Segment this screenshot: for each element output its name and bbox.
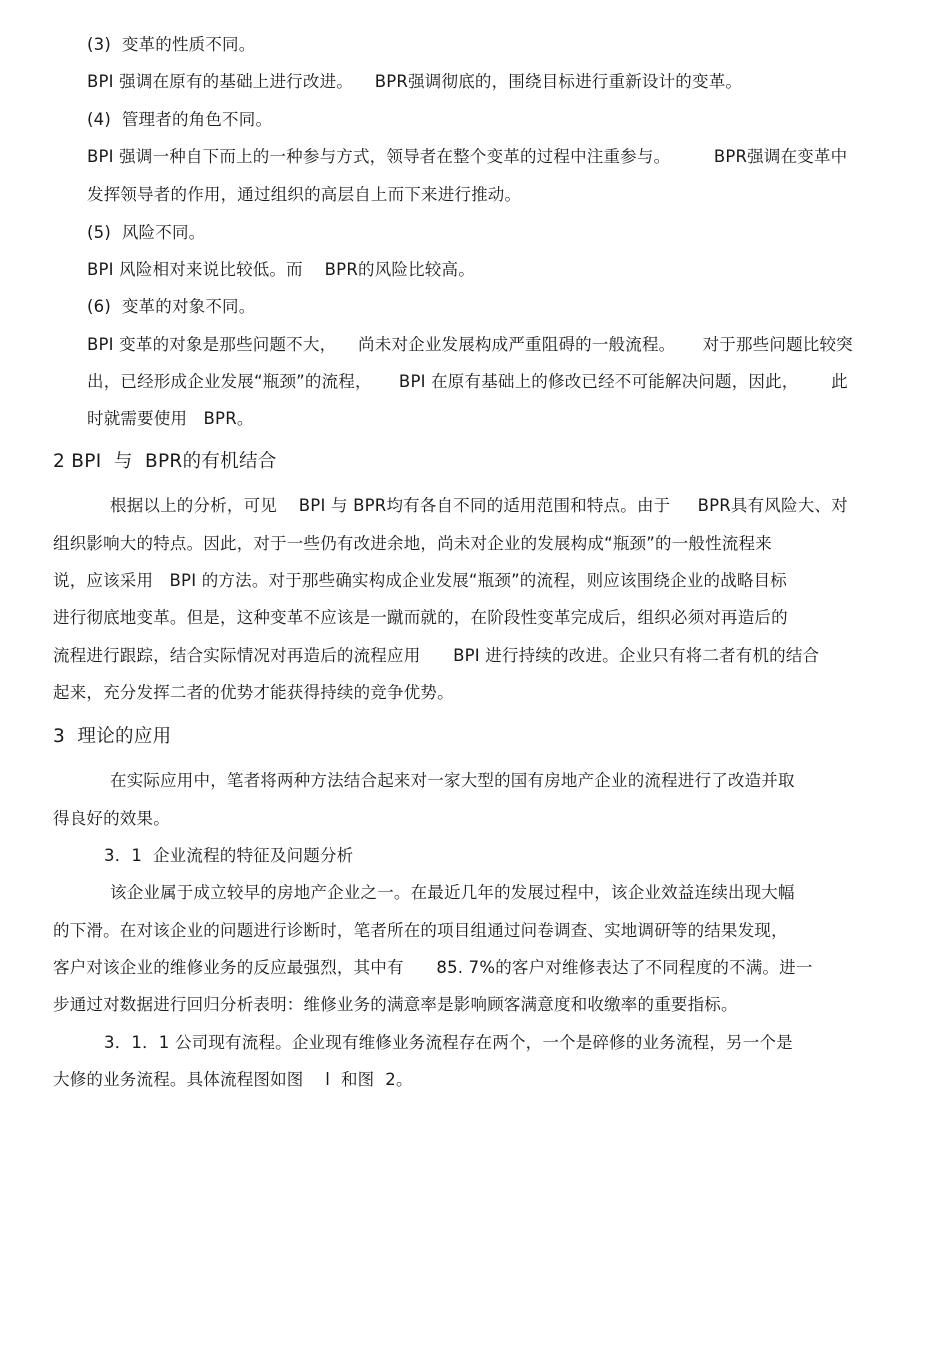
text-line: 的下滑。在对该企业的问题进行诊断时，笔者所在的项目组通过问卷调查、实地调研等的结果发现， (53, 921, 788, 940)
text-line: 进行彻底地变革。但是，这种变革不应该是一蹴而就的，在阶段性变革完成后，组织必须对再造后的 (53, 608, 788, 627)
section-heading-3: 3 理论的应用 (53, 726, 172, 747)
text-line: 流程进行跟踪，结合实际情况对再造后的流程应用 BPI 进行持续的改进。企业只有将二者有机的结合 (53, 646, 820, 665)
text-line: 起来，充分发挥二者的优势才能获得持续的竞争优势。 (53, 683, 454, 702)
text-line: 在实际应用中，笔者将两种方法结合起来对一家大型的国有房地产企业的流程进行了改造并取 (110, 771, 795, 790)
text-line: 客户对该企业的维修业务的反应最强烈，其中有 85. 7%的客户对维修表达了不同程度的不满。进一 (53, 958, 813, 977)
subsection-heading-3-1: 3．1 企业流程的特征及问题分析 (104, 846, 354, 865)
text-line: 大修的业务流程。具体流程图如图 l 和图 2。 (53, 1070, 413, 1089)
text-line: 发挥领导者的作用，通过组织的高层自上而下来进行推动。 (87, 185, 522, 204)
text-line: 3．1．1 公司现有流程。企业现有维修业务流程存在两个，一个是碎修的业务流程，另一个是 (104, 1033, 793, 1052)
text-line: 得良好的效果。 (53, 809, 170, 828)
text-line: 根据以上的分析，可见 BPI 与 BPR均有各自不同的适用范围和特点。由于 BPR具有风险大、对 (110, 496, 848, 515)
subheading-3-nature: (3) 变革的性质不同。 (87, 35, 256, 54)
subheading-6-object: (6) 变革的对象不同。 (87, 297, 256, 316)
subheading-4-manager-role: (4) 管理者的角色不同。 (87, 110, 273, 129)
text-line: BPI 变革的对象是那些问题不大， 尚未对企业发展构成严重阻碍的一般流程。 对于那些问题比较突 (87, 335, 853, 354)
text-line: BPI 强调一种自下而上的一种参与方式，领导者在整个变革的过程中注重参与。 BPR强调在变革中 (87, 147, 848, 166)
text-line: 步通过对数据进行回归分析表明：维修业务的满意率是影响顾客满意度和收缴率的重要指标。 (53, 995, 738, 1014)
text-line: 出，已经形成企业发展“瓶颈”的流程， BPI 在原有基础上的修改已经不可能解决问题，因此， 此 (87, 372, 848, 391)
text-line: 时就需要使用 BPR。 (87, 409, 254, 428)
subheading-5-risk: (5) 风险不同。 (87, 223, 206, 242)
text-line: 该企业属于成立较早的房地产企业之一。在最近几年的发展过程中，该企业效益连续出现大幅 (110, 883, 795, 902)
section-heading-2: 2 BPI 与 BPR的有机结合 (53, 451, 277, 472)
text-line: 说，应该采用 BPI 的方法。对于那些确实构成企业发展“瓶颈”的流程，则应该围绕企业的战略目标 (53, 571, 788, 590)
text-line: BPI 风险相对来说比较低。而 BPR的风险比较高。 (87, 260, 475, 279)
text-line: BPI 强调在原有的基础上进行改进。 BPR强调彻底的，围绕目标进行重新设计的变革。 (87, 72, 743, 91)
text-line: 组织影响大的特点。因此，对于一些仍有改进余地，尚未对企业的发展构成“瓶颈”的一般性流程来 (53, 534, 772, 553)
